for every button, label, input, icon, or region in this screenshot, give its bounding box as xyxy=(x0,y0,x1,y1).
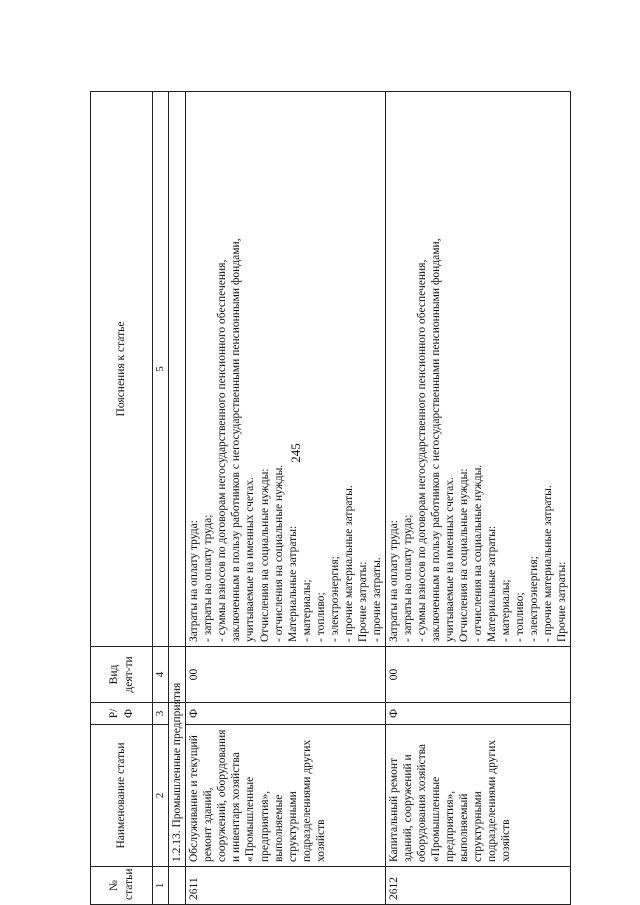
cost-items-table xyxy=(90,91,571,905)
header-article-name: Наименование статьи xyxy=(91,725,153,867)
article-name-line: структурными xyxy=(286,791,299,862)
article-name-line: оборудования хозяйства xyxy=(415,744,428,862)
note-line: Отчисления на социальные нужды: xyxy=(457,468,470,642)
article-name-line: Капитальный ремонт xyxy=(387,757,400,862)
article-name-line: зданий, сооружений и xyxy=(401,754,414,862)
page-number: 245 xyxy=(288,443,303,463)
column-number: 3 xyxy=(153,703,169,725)
section-spacer xyxy=(169,92,186,647)
header-article-number: № статьи xyxy=(91,867,153,905)
note-line: - электроэнергия; xyxy=(527,556,540,642)
note-line: - материалы; xyxy=(499,579,512,642)
note-line: - прочие материальные затраты. xyxy=(541,485,554,642)
article-name-line: подразделениями других xyxy=(485,739,498,862)
note-line: - топливо; xyxy=(513,592,526,642)
note-line: заключенным в пользу работников с негосударственными пенсионными фондами, xyxy=(429,238,442,642)
note-line: - затраты на оплату труда; xyxy=(202,514,215,642)
note-line: заключенным в пользу работников с негосударственными пенсионными фондами, xyxy=(230,238,243,642)
note-line: Отчисления на социальные нужды: xyxy=(258,468,271,642)
rf-indicator: Ф xyxy=(385,703,570,725)
article-name-line: подразделениями других xyxy=(300,739,313,862)
note-line: Материальные затраты: xyxy=(286,525,299,642)
note-line: - отчисления на социальные нужды. xyxy=(471,464,484,642)
activity-type: 00 xyxy=(385,647,570,703)
note-line: Прочие затраты: xyxy=(356,561,369,642)
note-line: - прочие затраты. xyxy=(370,557,383,642)
note-line: Прочие затраты: xyxy=(555,561,568,642)
note-line: - прочие материальные затраты. xyxy=(342,485,355,642)
note-line: учитываемые на именных счетах. xyxy=(244,477,257,642)
article-name-line: и инвентаря хозяйства xyxy=(230,752,243,862)
note-line: - материалы; xyxy=(300,579,313,642)
article-name-line: выполняемые xyxy=(272,794,285,862)
column-number: 4 xyxy=(153,647,169,703)
section-row xyxy=(169,92,186,905)
header-notes: Пояснения к статье xyxy=(91,92,153,647)
column-number-row xyxy=(153,92,169,905)
article-name-line: хозяйств xyxy=(314,819,327,862)
rotated-table-container xyxy=(90,91,568,905)
note-line: - топливо; xyxy=(314,592,327,642)
article-notes xyxy=(186,92,385,647)
article-name-line: «Промышленные xyxy=(244,776,257,862)
column-number: 1 xyxy=(153,867,169,905)
article-code: 2611 xyxy=(186,867,385,905)
column-number: 5 xyxy=(153,92,169,647)
note-line: - суммы взносов по договорам негосударственного пенсионного обеспечения, xyxy=(415,259,428,642)
table-row xyxy=(186,92,385,905)
header-rf: Р/ Ф xyxy=(91,703,153,725)
article-name xyxy=(186,725,385,867)
note-line: - суммы взносов по договорам негосударственного пенсионного обеспечения, xyxy=(216,259,229,642)
rf-indicator: Ф xyxy=(186,703,385,725)
note-line: учитываемые на именных счетах. xyxy=(443,477,456,642)
article-name-line: выполняемый xyxy=(457,793,470,862)
article-name-line: предприятия», xyxy=(258,790,271,862)
note-line: Материальные затраты: xyxy=(485,525,498,642)
activity-type: 00 xyxy=(186,647,385,703)
article-name-line: «Промышленные xyxy=(429,776,442,862)
article-name-line: ремонт зданий, xyxy=(202,787,215,862)
article-code: 2612 xyxy=(385,867,570,905)
note-line: - затраты на оплату труда; xyxy=(401,514,414,642)
article-name-line: сооружений, оборудования xyxy=(216,729,229,862)
note-line: Затраты на оплату труда: xyxy=(188,520,201,642)
note-line: - отчисления на социальные нужды. xyxy=(272,464,285,642)
article-name-line: структурными xyxy=(471,791,484,862)
article-name xyxy=(385,725,570,867)
note-line: Затраты на оплату труда: xyxy=(387,520,400,642)
article-notes xyxy=(385,92,570,647)
article-name-line: предприятия», xyxy=(443,790,456,862)
section-spacer xyxy=(169,867,186,905)
table-row xyxy=(385,92,570,905)
section-title: 1.2.13. Промышленные предприятия xyxy=(169,703,186,867)
note-line: - электроэнергия; xyxy=(328,556,341,642)
column-number: 2 xyxy=(153,725,169,867)
article-name-line: Обслуживание и текущий xyxy=(188,735,201,862)
article-name-line: хозяйств xyxy=(499,819,512,862)
header-activity-type: Вид деят-ти xyxy=(91,647,153,703)
table-header-row xyxy=(91,92,153,905)
